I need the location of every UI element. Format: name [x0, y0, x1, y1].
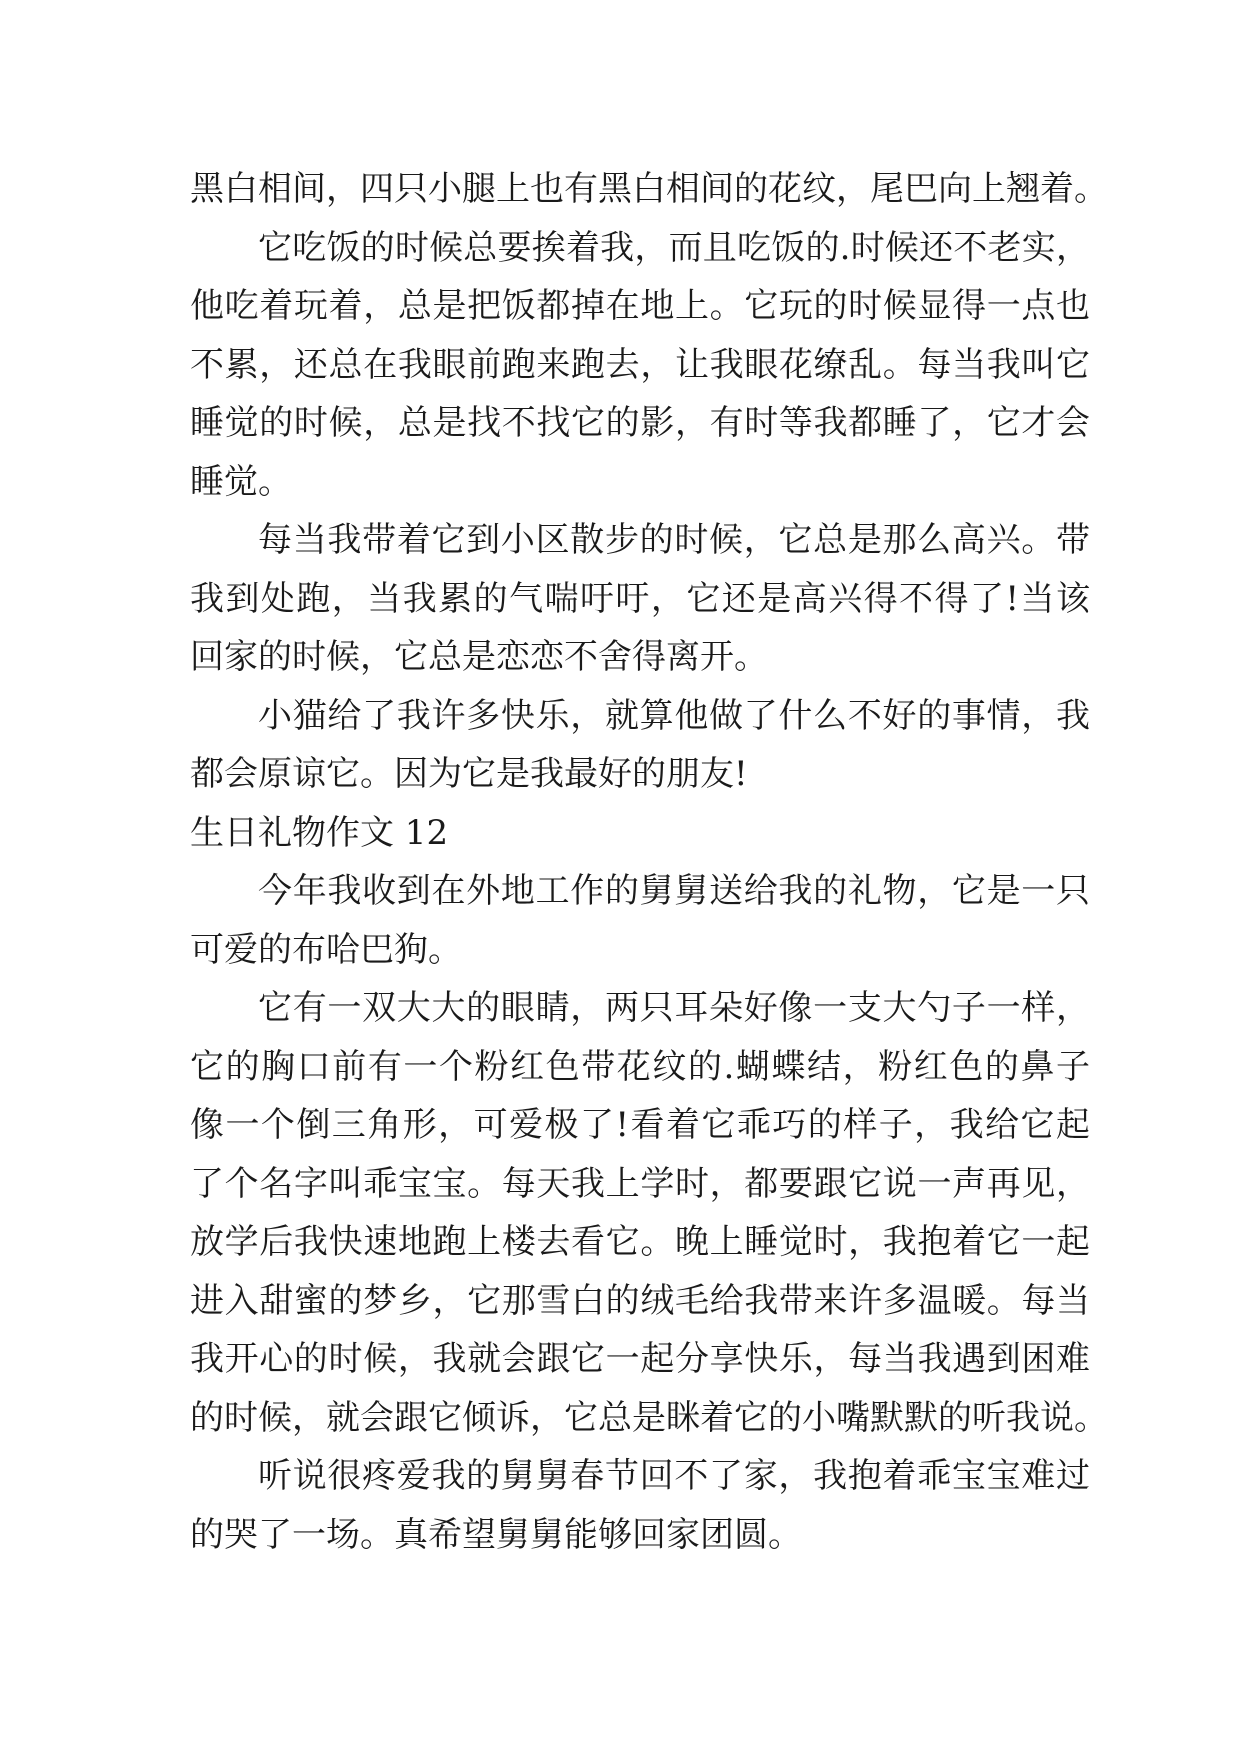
text-line: 睡觉的时候，总是找不找它的影，有时等我都睡了，它才会 — [190, 403, 1090, 443]
text-line: 黑白相间，四只小腿上也有黑白相间的花纹，尾巴向上翘着。 — [190, 169, 1108, 209]
text-line: 的哭了一场。真希望舅舅能够回家团圆。 — [190, 1514, 802, 1555]
text-line: 可爱的布哈巴狗。 — [190, 929, 462, 970]
text-line: 睡觉。 — [190, 461, 292, 502]
text-line: 回家的时候，它总是恋恋不舍得离开。 — [190, 637, 768, 677]
text-line: 不累，还总在我眼前跑来跑去，让我眼花缭乱。每当我叫它 — [190, 344, 1090, 385]
text-line: 听说很疼爱我的舅舅春节回不了家，我抱着乖宝宝难过 — [258, 1456, 1090, 1496]
text-line: 像一个倒三角形，可爱极了!看着它乖巧的样子，我给它起 — [190, 1105, 1090, 1145]
text-line: 他吃着玩着，总是把饭都掉在地上。它玩的时候显得一点也 — [190, 286, 1090, 326]
text-line: 的时候，就会跟它倾诉，它总是眯着它的小嘴默默的听我说。 — [190, 1397, 1108, 1438]
text-line: 它的胸口前有一个粉红色带花纹的.蝴蝶结，粉红色的鼻子 — [190, 1046, 1090, 1087]
text-line: 放学后我快速地跑上楼去看它。晚上睡觉时，我抱着它一起 — [190, 1222, 1090, 1262]
document-body — [190, 160, 1108, 1564]
text-line: 我到处跑，当我累的气喘吁吁，它还是高兴得不得了!当该 — [190, 578, 1090, 619]
text-line: 进入甜蜜的梦乡，它那雪白的绒毛给我带来许多温暖。每当 — [190, 1280, 1090, 1321]
text-line: 今年我收到在外地工作的舅舅送给我的礼物，它是一只 — [258, 871, 1090, 911]
text-line: 它有一双大大的眼睛，两只耳朵好像一支大勺子一样， — [258, 988, 1090, 1028]
text-line: 小猫给了我许多快乐，就算他做了什么不好的事情，我 — [258, 695, 1090, 736]
text-line: 了个名字叫乖宝宝。每天我上学时，都要跟它说一声再见， — [190, 1163, 1090, 1204]
section-title: 生日礼物作文 12 — [190, 812, 449, 853]
text-line: 每当我带着它到小区散步的时候，它总是那么高兴。带 — [258, 520, 1090, 560]
text-line: 都会原谅它。因为它是我最好的朋友! — [190, 754, 748, 794]
text-line: 它吃饭的时候总要挨着我，而且吃饭的.时候还不老实， — [258, 227, 1090, 268]
text-line: 我开心的时候，我就会跟它一起分享快乐，每当我遇到困难 — [190, 1339, 1090, 1379]
